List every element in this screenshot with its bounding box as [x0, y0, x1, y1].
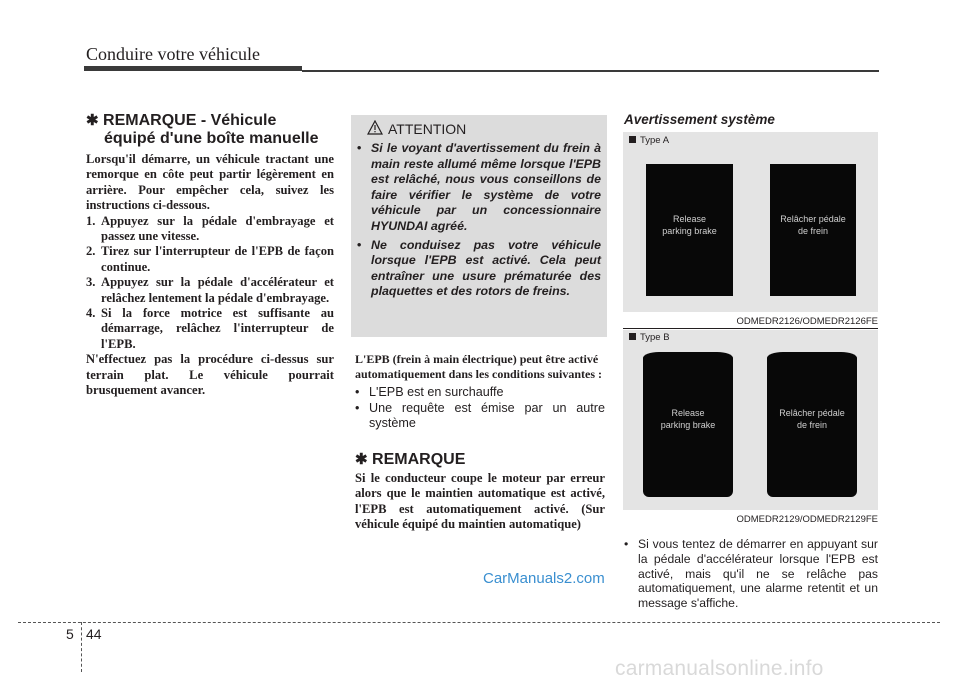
screen-text-line1: Release: [671, 408, 705, 418]
cross-icon: ✱: [86, 112, 99, 129]
bullet-icon: •: [357, 237, 362, 252]
screen-text-line2: parking brake: [662, 226, 717, 236]
header-rule-thick: [84, 66, 302, 71]
step-text: Appuyez sur la pédale d'embrayage et passez une vitesse.: [101, 213, 334, 244]
attention-item: [357, 141, 601, 235]
figure-code-a: ODMEDR2126/ODMEDR2126FE: [736, 316, 878, 327]
step-item: [86, 306, 334, 352]
condition-text: Une requête est émise par un autre système: [369, 401, 605, 430]
square-icon: [629, 136, 636, 143]
remark-heading: [355, 450, 605, 469]
step-text: Tirez sur l'interrupteur de l'EPB de façon continue.: [101, 244, 334, 274]
remark-title: REMARQUE: [372, 451, 466, 468]
attention-list: [357, 141, 601, 303]
warning-triangle-icon: [367, 120, 383, 135]
start-warning-text: Si vous tentez de démarrer en appuyant sur la pédale d'accélérateur lorsque l'EPB est activé, mais qu'il ne se relâche pas automatiquement, une alarme retentit et un message s'affiche.: [638, 537, 878, 611]
cluster-screen-en-a: [646, 164, 733, 296]
bullet-icon: •: [357, 141, 362, 155]
attention-text: Si le voyant d'avertissement du frein à main reste allumé même lorsque l'EPB est relâché, nous vous conseillons de faire vérifier le système de votre véhicule par un concessionnaire HYUNDAI agréé.: [371, 141, 601, 233]
screen-text-line1: Release: [672, 214, 707, 224]
system-warning-title: Avertissement système: [624, 112, 775, 127]
site-watermark: carmanualsonline.info: [615, 657, 824, 680]
bullet-item: [624, 537, 878, 611]
start-warning-item: [624, 537, 878, 614]
type-a-text: Type A: [640, 135, 670, 146]
type-b-text: Type B: [640, 332, 670, 343]
footer-dashed-divider: [81, 622, 82, 672]
step-text: Appuyez sur la pédale d'accélérateur et relâchez lentement la pédale d'embrayage.: [101, 275, 334, 305]
screen-text-line2: de frein: [796, 420, 828, 430]
note-heading-line1: REMARQUE - Véhicule: [103, 112, 277, 129]
cluster-screen-fr-a: [770, 164, 856, 296]
type-b-label: [629, 332, 670, 343]
screen-text-line2: parking brake: [660, 420, 716, 430]
note-heading: [86, 112, 334, 148]
condition-item: [355, 385, 605, 400]
condition-text: L'EPB est en surchauffe: [369, 385, 504, 399]
step-number: 1.: [86, 213, 96, 228]
attention-title: ATTENTION: [388, 121, 467, 137]
section-number: 5: [66, 626, 74, 642]
page-number: 44: [86, 626, 102, 642]
type-a-label: [629, 135, 669, 146]
auto-activation-section: [355, 352, 605, 533]
step-text: Si la force motrice est suffisante au démarrage, relâchez l'interrupteur de l'EPB.: [101, 306, 334, 351]
screen-text-line2: de frein: [797, 226, 829, 236]
bullet-icon: •: [355, 385, 360, 399]
header-rule-thin: [302, 70, 879, 72]
bullet-icon: •: [624, 537, 629, 551]
watermark-link[interactable]: CarManuals2.com: [483, 570, 605, 587]
square-icon: [629, 333, 636, 340]
condition-item: [355, 401, 605, 431]
figure-code-b: ODMEDR2129/ODMEDR2129FE: [736, 514, 878, 525]
step-item: [86, 275, 334, 306]
step-list: [86, 214, 334, 353]
cross-icon: ✱: [355, 451, 368, 468]
cluster-screen-en-b: [643, 352, 733, 497]
footer-dashed-rule: [18, 622, 940, 623]
chapter-title: Conduire votre véhicule: [86, 44, 260, 64]
note-outro: N'effectuez pas la procédure ci-dessus sur terrain plat. Le véhicule pourrait brusquement avancer.: [86, 352, 334, 398]
condition-list: [355, 385, 605, 431]
attention-item: [357, 238, 601, 300]
screen-text-line1: Relâcher pédale: [780, 214, 846, 224]
remark-text: Si le conducteur coupe le moteur par erreur alors que le maintien automatique est activé, l'EPB est automatiquement activé. (Sur véhicule équipé du maintien automatique): [355, 471, 605, 532]
step-number: 3.: [86, 275, 96, 290]
step-number: 2.: [86, 244, 96, 259]
auto-epb-text: L'EPB (frein à main électrique) peut être activé automatiquement dans les conditions suivantes :: [355, 352, 603, 381]
attention-text: Ne conduisez pas votre véhicule lorsque l'EPB est activé. Cela peut entraîner une usure prématurée des plaquettes et des rotors de freins.: [371, 237, 601, 299]
manual-transmission-note: [86, 112, 334, 399]
note-heading-line2: équipé d'une boîte manuelle: [104, 130, 319, 147]
note-intro: Lorsqu'il démarre, un véhicule tractant une remorque en côte peut partir légèrement en arrière. Pour empêcher cela, suivez les instructions ci-dessous.: [86, 152, 334, 213]
figure-divider: [623, 328, 878, 329]
bullet-icon: •: [355, 401, 360, 415]
step-number: 4.: [86, 306, 96, 321]
screen-text-line1: Relâcher pédale: [779, 408, 845, 418]
step-item: [86, 214, 334, 245]
cluster-screen-fr-b: [767, 352, 857, 497]
step-item: [86, 244, 334, 275]
